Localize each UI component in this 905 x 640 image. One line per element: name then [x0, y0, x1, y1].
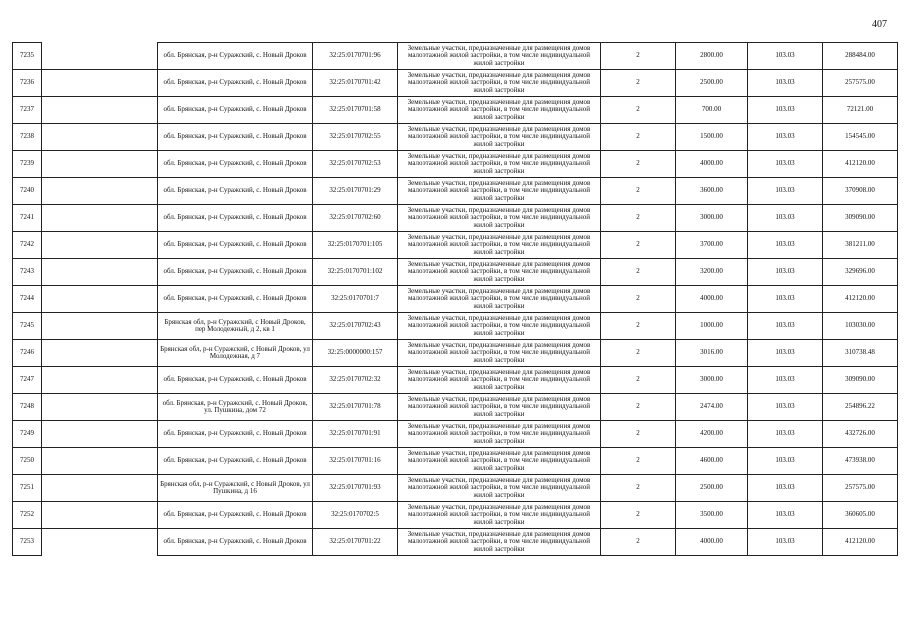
row-cadastral-number: 32:25:0170702:60 — [313, 205, 398, 232]
row-address: обл. Брянская, р-н Суражский, с. Новый Дроков — [158, 97, 313, 124]
table-row — [13, 475, 898, 502]
row-cadastral-value: 473938.00 — [823, 448, 898, 475]
row-cadastral-value: 360605.00 — [823, 502, 898, 529]
row-permitted-use: Земельные участки, предназначенные для размещения домов малоэтажной жилой застройки, в том числе индивидуальной жилой застройки — [398, 205, 601, 232]
row-area: 4600.00 — [676, 448, 748, 475]
row-spacer — [42, 43, 158, 70]
row-category: 2 — [601, 475, 676, 502]
row-area: 3000.00 — [676, 205, 748, 232]
row-number: 7244 — [13, 286, 42, 313]
row-cadastral-value: 412120.00 — [823, 286, 898, 313]
row-address: обл. Брянская, р-н Суражский, с. Новый Дроков — [158, 70, 313, 97]
row-cadastral-value: 72121.00 — [823, 97, 898, 124]
row-permitted-use: Земельные участки, предназначенные для размещения домов малоэтажной жилой застройки, в том числе индивидуальной жилой застройки — [398, 313, 601, 340]
row-spacer — [42, 475, 158, 502]
row-category: 2 — [601, 43, 676, 70]
table-row — [13, 124, 898, 151]
row-permitted-use: Земельные участки, предназначенные для размещения домов малоэтажной жилой застройки, в том числе индивидуальной жилой застройки — [398, 124, 601, 151]
row-category: 2 — [601, 313, 676, 340]
page-number: 407 — [872, 19, 887, 30]
row-rate: 103.03 — [748, 232, 823, 259]
row-permitted-use: Земельные участки, предназначенные для размещения домов малоэтажной жилой застройки, в том числе индивидуальной жилой застройки — [398, 232, 601, 259]
table-row — [13, 421, 898, 448]
row-number: 7239 — [13, 151, 42, 178]
row-number: 7253 — [13, 529, 42, 556]
row-cadastral-value: 432726.00 — [823, 421, 898, 448]
row-spacer — [42, 178, 158, 205]
row-number: 7236 — [13, 70, 42, 97]
row-area: 2800.00 — [676, 43, 748, 70]
row-rate: 103.03 — [748, 367, 823, 394]
row-number: 7238 — [13, 124, 42, 151]
row-spacer — [42, 313, 158, 340]
row-cadastral-number: 32:25:0170701:105 — [313, 232, 398, 259]
row-area: 3600.00 — [676, 178, 748, 205]
table-row — [13, 502, 898, 529]
row-permitted-use: Земельные участки, предназначенные для размещения домов малоэтажной жилой застройки, в том числе индивидуальной жилой застройки — [398, 502, 601, 529]
row-rate: 103.03 — [748, 340, 823, 367]
row-cadastral-number: 32:25:0170701:42 — [313, 70, 398, 97]
row-area: 700.00 — [676, 97, 748, 124]
row-address: обл. Брянская, р-н Суражский, с. Новый Дроков — [158, 286, 313, 313]
row-category: 2 — [601, 502, 676, 529]
row-category: 2 — [601, 178, 676, 205]
row-area: 3000.00 — [676, 367, 748, 394]
table-row — [13, 43, 898, 70]
row-permitted-use: Земельные участки, предназначенные для размещения домов малоэтажной жилой застройки, в том числе индивидуальной жилой застройки — [398, 529, 601, 556]
row-number: 7250 — [13, 448, 42, 475]
row-spacer — [42, 124, 158, 151]
row-cadastral-value: 310738.48 — [823, 340, 898, 367]
row-cadastral-value: 257575.00 — [823, 70, 898, 97]
row-permitted-use: Земельные участки, предназначенные для размещения домов малоэтажной жилой застройки, в том числе индивидуальной жилой застройки — [398, 43, 601, 70]
row-cadastral-number: 32:25:0170701:29 — [313, 178, 398, 205]
row-address: обл. Брянская, р-н Суражский, с. Новый Дроков — [158, 502, 313, 529]
row-address: обл. Брянская, р-н Суражский, с. Новый Дроков — [158, 232, 313, 259]
row-spacer — [42, 205, 158, 232]
row-cadastral-number: 32:25:0170701:16 — [313, 448, 398, 475]
table-row — [13, 178, 898, 205]
row-rate: 103.03 — [748, 178, 823, 205]
row-permitted-use: Земельные участки, предназначенные для размещения домов малоэтажной жилой застройки, в том числе индивидуальной жилой застройки — [398, 340, 601, 367]
table-row — [13, 529, 898, 556]
row-category: 2 — [601, 70, 676, 97]
row-area: 2500.00 — [676, 475, 748, 502]
row-rate: 103.03 — [748, 475, 823, 502]
row-area: 3500.00 — [676, 502, 748, 529]
table-row — [13, 286, 898, 313]
row-spacer — [42, 529, 158, 556]
row-address: обл. Брянская, р-н Суражский, с. Новый Дроков, ул. Пушкина, дом 72 — [158, 394, 313, 421]
row-area: 4200.00 — [676, 421, 748, 448]
row-spacer — [42, 259, 158, 286]
row-permitted-use: Земельные участки, предназначенные для размещения домов малоэтажной жилой застройки, в том числе индивидуальной жилой застройки — [398, 394, 601, 421]
row-area: 3016.00 — [676, 340, 748, 367]
row-area: 2474.00 — [676, 394, 748, 421]
row-category: 2 — [601, 367, 676, 394]
row-category: 2 — [601, 340, 676, 367]
row-address: обл. Брянская, р-н Суражский, с. Новый Дроков — [158, 151, 313, 178]
row-rate: 103.03 — [748, 70, 823, 97]
row-category: 2 — [601, 286, 676, 313]
row-category: 2 — [601, 394, 676, 421]
table-row — [13, 313, 898, 340]
table-row — [13, 97, 898, 124]
row-cadastral-value: 257575.00 — [823, 475, 898, 502]
row-permitted-use: Земельные участки, предназначенные для размещения домов малоэтажной жилой застройки, в том числе индивидуальной жилой застройки — [398, 151, 601, 178]
cadastral-value-table — [12, 42, 898, 556]
row-number: 7235 — [13, 43, 42, 70]
row-area: 3200.00 — [676, 259, 748, 286]
row-cadastral-value: 412120.00 — [823, 151, 898, 178]
row-spacer — [42, 394, 158, 421]
row-cadastral-value: 288484.00 — [823, 43, 898, 70]
row-cadastral-number: 32:25:0170701:7 — [313, 286, 398, 313]
row-cadastral-value: 154545.00 — [823, 124, 898, 151]
row-spacer — [42, 340, 158, 367]
row-spacer — [42, 97, 158, 124]
row-spacer — [42, 70, 158, 97]
row-address: Брянская обл, р-н Суражский, с Новый Дроков, ул Пушкина, д 16 — [158, 475, 313, 502]
row-address: обл. Брянская, р-н Суражский, с. Новый Дроков — [158, 367, 313, 394]
row-category: 2 — [601, 259, 676, 286]
row-address: обл. Брянская, р-н Суражский, с. Новый Дроков — [158, 529, 313, 556]
row-number: 7242 — [13, 232, 42, 259]
row-cadastral-number: 32:25:0170702:5 — [313, 502, 398, 529]
row-address: обл. Брянская, р-н Суражский, с. Новый Дроков — [158, 124, 313, 151]
row-rate: 103.03 — [748, 313, 823, 340]
row-number: 7241 — [13, 205, 42, 232]
row-area: 1500.00 — [676, 124, 748, 151]
row-cadastral-value: 370908.00 — [823, 178, 898, 205]
row-area: 4000.00 — [676, 286, 748, 313]
row-rate: 103.03 — [748, 502, 823, 529]
row-cadastral-number: 32:25:0000000:157 — [313, 340, 398, 367]
table-row — [13, 205, 898, 232]
row-rate: 103.03 — [748, 97, 823, 124]
row-number: 7249 — [13, 421, 42, 448]
row-cadastral-value: 309090.00 — [823, 205, 898, 232]
row-spacer — [42, 448, 158, 475]
row-category: 2 — [601, 205, 676, 232]
row-spacer — [42, 421, 158, 448]
row-rate: 103.03 — [748, 394, 823, 421]
row-rate: 103.03 — [748, 448, 823, 475]
row-cadastral-number: 32:25:0170701:102 — [313, 259, 398, 286]
row-number: 7248 — [13, 394, 42, 421]
row-number: 7245 — [13, 313, 42, 340]
row-permitted-use: Земельные участки, предназначенные для размещения домов малоэтажной жилой застройки, в том числе индивидуальной жилой застройки — [398, 448, 601, 475]
table-row — [13, 151, 898, 178]
row-permitted-use: Земельные участки, предназначенные для размещения домов малоэтажной жилой застройки, в том числе индивидуальной жилой застройки — [398, 259, 601, 286]
row-cadastral-number: 32:25:0170701:58 — [313, 97, 398, 124]
table-row — [13, 259, 898, 286]
row-permitted-use: Земельные участки, предназначенные для размещения домов малоэтажной жилой застройки, в том числе индивидуальной жилой застройки — [398, 421, 601, 448]
row-area: 2500.00 — [676, 70, 748, 97]
row-spacer — [42, 502, 158, 529]
row-address: обл. Брянская, р-н Суражский, с. Новый Дроков — [158, 43, 313, 70]
row-number: 7246 — [13, 340, 42, 367]
row-category: 2 — [601, 232, 676, 259]
row-cadastral-value: 381211.00 — [823, 232, 898, 259]
row-area: 1000.00 — [676, 313, 748, 340]
row-spacer — [42, 286, 158, 313]
row-spacer — [42, 232, 158, 259]
row-rate: 103.03 — [748, 43, 823, 70]
row-number: 7247 — [13, 367, 42, 394]
row-category: 2 — [601, 151, 676, 178]
row-cadastral-value: 309090.00 — [823, 367, 898, 394]
row-category: 2 — [601, 124, 676, 151]
table-row — [13, 340, 898, 367]
table-body — [13, 43, 898, 556]
row-category: 2 — [601, 529, 676, 556]
row-address: обл. Брянская, р-н Суражский, с. Новый Дроков — [158, 205, 313, 232]
row-rate: 103.03 — [748, 205, 823, 232]
row-cadastral-number: 32:25:0170701:96 — [313, 43, 398, 70]
row-cadastral-number: 32:25:0170702:32 — [313, 367, 398, 394]
row-cadastral-number: 32:25:0170701:93 — [313, 475, 398, 502]
table-row — [13, 394, 898, 421]
row-cadastral-number: 32:25:0170702:55 — [313, 124, 398, 151]
row-category: 2 — [601, 421, 676, 448]
row-spacer — [42, 367, 158, 394]
row-spacer — [42, 151, 158, 178]
row-permitted-use: Земельные участки, предназначенные для размещения домов малоэтажной жилой застройки, в том числе индивидуальной жилой застройки — [398, 70, 601, 97]
row-cadastral-number: 32:25:0170701:22 — [313, 529, 398, 556]
table-row — [13, 70, 898, 97]
row-cadastral-value: 254896.22 — [823, 394, 898, 421]
table-row — [13, 232, 898, 259]
row-rate: 103.03 — [748, 286, 823, 313]
row-cadastral-number: 32:25:0170702:53 — [313, 151, 398, 178]
row-area: 4000.00 — [676, 151, 748, 178]
row-number: 7240 — [13, 178, 42, 205]
row-address: Брянская обл, р-н Суражский, с Новый Дроков, ул Молодежная, д 7 — [158, 340, 313, 367]
row-rate: 103.03 — [748, 151, 823, 178]
row-address: обл. Брянская, р-н Суражский, с. Новый Дроков — [158, 421, 313, 448]
row-address: обл. Брянская, р-н Суражский, с. Новый Дроков — [158, 448, 313, 475]
row-number: 7243 — [13, 259, 42, 286]
row-rate: 103.03 — [748, 529, 823, 556]
row-area: 4000.00 — [676, 529, 748, 556]
row-category: 2 — [601, 448, 676, 475]
row-permitted-use: Земельные участки, предназначенные для размещения домов малоэтажной жилой застройки, в том числе индивидуальной жилой застройки — [398, 97, 601, 124]
row-rate: 103.03 — [748, 124, 823, 151]
row-permitted-use: Земельные участки, предназначенные для размещения домов малоэтажной жилой застройки, в том числе индивидуальной жилой застройки — [398, 475, 601, 502]
row-address: обл. Брянская, р-н Суражский, с. Новый Дроков — [158, 178, 313, 205]
row-address: Брянская обл, р-н Суражский, с Новый Дроков, пер Молодежный, д 2, кв 1 — [158, 313, 313, 340]
row-permitted-use: Земельные участки, предназначенные для размещения домов малоэтажной жилой застройки, в том числе индивидуальной жилой застройки — [398, 178, 601, 205]
row-number: 7251 — [13, 475, 42, 502]
row-address: обл. Брянская, р-н Суражский, с. Новый Дроков — [158, 259, 313, 286]
table-row — [13, 367, 898, 394]
row-cadastral-value: 103030.00 — [823, 313, 898, 340]
row-permitted-use: Земельные участки, предназначенные для размещения домов малоэтажной жилой застройки, в том числе индивидуальной жилой застройки — [398, 367, 601, 394]
row-cadastral-number: 32:25:0170701:78 — [313, 394, 398, 421]
table-row — [13, 448, 898, 475]
row-cadastral-value: 329696.00 — [823, 259, 898, 286]
row-rate: 103.03 — [748, 259, 823, 286]
row-cadastral-value: 412120.00 — [823, 529, 898, 556]
row-number: 7252 — [13, 502, 42, 529]
row-cadastral-number: 32:25:0170702:43 — [313, 313, 398, 340]
row-cadastral-number: 32:25:0170701:91 — [313, 421, 398, 448]
row-permitted-use: Земельные участки, предназначенные для размещения домов малоэтажной жилой застройки, в том числе индивидуальной жилой застройки — [398, 286, 601, 313]
row-rate: 103.03 — [748, 421, 823, 448]
row-category: 2 — [601, 97, 676, 124]
row-area: 3700.00 — [676, 232, 748, 259]
row-number: 7237 — [13, 97, 42, 124]
